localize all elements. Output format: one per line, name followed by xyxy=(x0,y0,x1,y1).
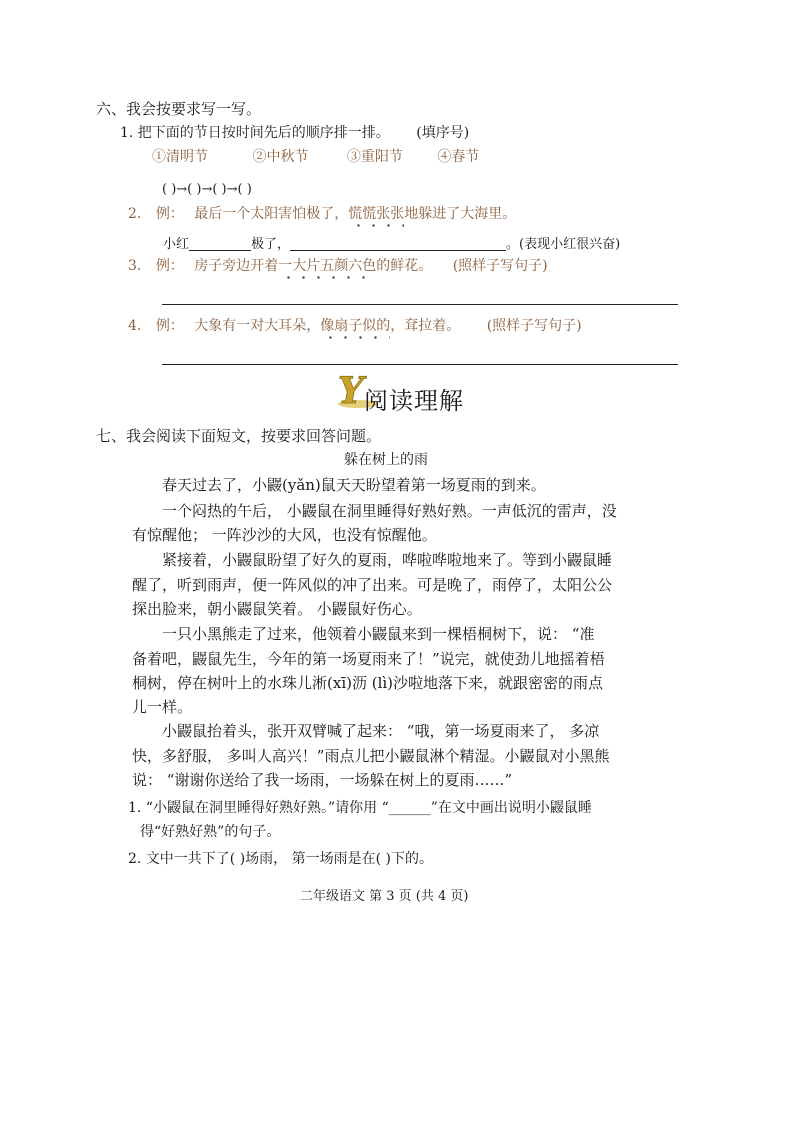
q3-hint: (照样子写句子) xyxy=(452,258,548,274)
q3-number: 3. xyxy=(128,258,142,274)
q2-blank-1[interactable] xyxy=(189,236,251,251)
q1-text: 1. 把下面的节日按时间先后的顺序排一排。 xyxy=(120,125,390,141)
story-line: 备着吧，鼹鼠先生，今年的第一场夏雨来了！”说完，就使劲儿地摇着梧 xyxy=(132,650,605,668)
section-7-heading: 七、我会阅读下面短文，按要求回答问题。 xyxy=(96,427,382,445)
q3-dotted-word: 一大片五颜六色 xyxy=(278,258,377,274)
q2-example-label: 例： xyxy=(155,206,184,222)
reading-q2: 2. 文中一共下了( )场雨， 第一场雨是在( )下的。 xyxy=(128,851,434,867)
q4-answer-line[interactable] xyxy=(162,364,678,365)
story-line: 探出脸来，朝小鼹鼠笑着。 小鼹鼠好伤心。 xyxy=(132,600,422,618)
q1-hint: (填序号) xyxy=(416,125,470,141)
q1-option: ③重阳节 xyxy=(346,149,403,165)
story-line: 快，多舒服， 多叫人高兴！”雨点儿把小鼹鼠淋个精湿。小鼹鼠对小黑熊 xyxy=(132,747,610,765)
story-line: 说： “谢谢你送给了我一场雨，一场躲在树上的夏雨……” xyxy=(132,771,513,789)
q1-order-blanks[interactable]: ( )→( )→( )→( ) xyxy=(162,182,252,197)
story-line: 紧接着，小鼹鼠盼望了好久的夏雨，哗啦哗啦地来了。等到小鼹鼠睡 xyxy=(162,551,613,569)
q1-options xyxy=(152,150,479,164)
q1-option: ②中秋节 xyxy=(252,149,309,165)
q4-example-label: 例： xyxy=(155,318,184,334)
q1-option: ①清明节 xyxy=(152,149,208,165)
story-line: 小鼹鼠抬着头，张开双臂喊了起来： “哦，第一场夏雨来了， 多凉 xyxy=(162,722,600,740)
q3-sentence-part: 房子旁边开着 xyxy=(194,258,279,274)
q2-example xyxy=(128,207,516,221)
q2-fill-line xyxy=(163,236,620,251)
q2-fill-middle: 极了， xyxy=(251,237,291,252)
reading-logo-letter: Y xyxy=(338,372,364,410)
q3-example xyxy=(128,259,548,273)
story-line: 醒了，听到雨声，便一阵风似的冲了出来。可是晚了，雨停了，太阳公公 xyxy=(132,576,613,594)
q4-number: 4. xyxy=(128,318,142,334)
q2-number: 2. xyxy=(128,206,142,222)
q4-hint: (照样子写句子) xyxy=(486,318,582,334)
story-line: 儿一样。 xyxy=(132,698,193,716)
q1-prompt xyxy=(120,126,469,140)
q3-answer-line[interactable] xyxy=(162,304,678,305)
story-line: 一个闷热的午后， 小鼹鼠在洞里睡得好熟好熟。一声低沉的雷声，没 xyxy=(162,502,617,520)
q2-sentence-part: 最后一个太阳害怕极了， xyxy=(194,206,349,222)
reading-q1-line1: 1. “小鼹鼠在洞里睡得好熟好熟。”请你用 “______”在文中画出说明小鼹鼠睡 xyxy=(128,800,592,816)
reading-q1-line2: 得“好熟好熟”的句子。 xyxy=(140,824,281,840)
q4-sentence-part: 大象有一对大耳朵， xyxy=(194,318,321,334)
q2-blank-2[interactable] xyxy=(290,236,506,251)
q2-fill-end: 。(表现小红很兴奋) xyxy=(506,237,621,252)
story-line: 一只小黑熊走了过来，他领着小鼹鼠来到一棵梧桐树下，说： “准 xyxy=(162,625,595,643)
q2-fill-subject: 小红 xyxy=(163,237,190,252)
q3-example-label: 例： xyxy=(155,258,184,274)
q3-sentence-part: 的鲜花。 xyxy=(376,258,433,274)
q4-sentence-part: ，耷拉着。 xyxy=(390,318,461,334)
q4-example xyxy=(128,319,582,333)
section-6-heading: 六、我会按要求写一写。 xyxy=(96,100,262,118)
reading-section-title: 阅读理解 xyxy=(364,387,464,415)
story-line: 有惊醒他； 一阵沙沙的大风，也没有惊醒他。 xyxy=(132,526,437,544)
q2-dotted-word: 慌慌张张 xyxy=(348,206,405,222)
q4-dotted-word: 像扇子似的 xyxy=(320,318,391,334)
page-footer: 二年级语文 第 3 页 (共 4 页) xyxy=(300,889,469,904)
q1-option: ④春节 xyxy=(437,149,480,165)
story-line: 桐树，停在树叶上的水珠儿淅(xī)沥 (lì)沙啦地落下来，就跟密密的雨点 xyxy=(132,674,604,692)
story-title: 躲在树上的雨 xyxy=(344,452,428,468)
story-line: 春天过去了，小鼹(yǎn)鼠天天盼望着第一场夏雨的到来。 xyxy=(162,476,546,494)
q2-sentence-part: 地躲进了大海里。 xyxy=(404,206,517,222)
